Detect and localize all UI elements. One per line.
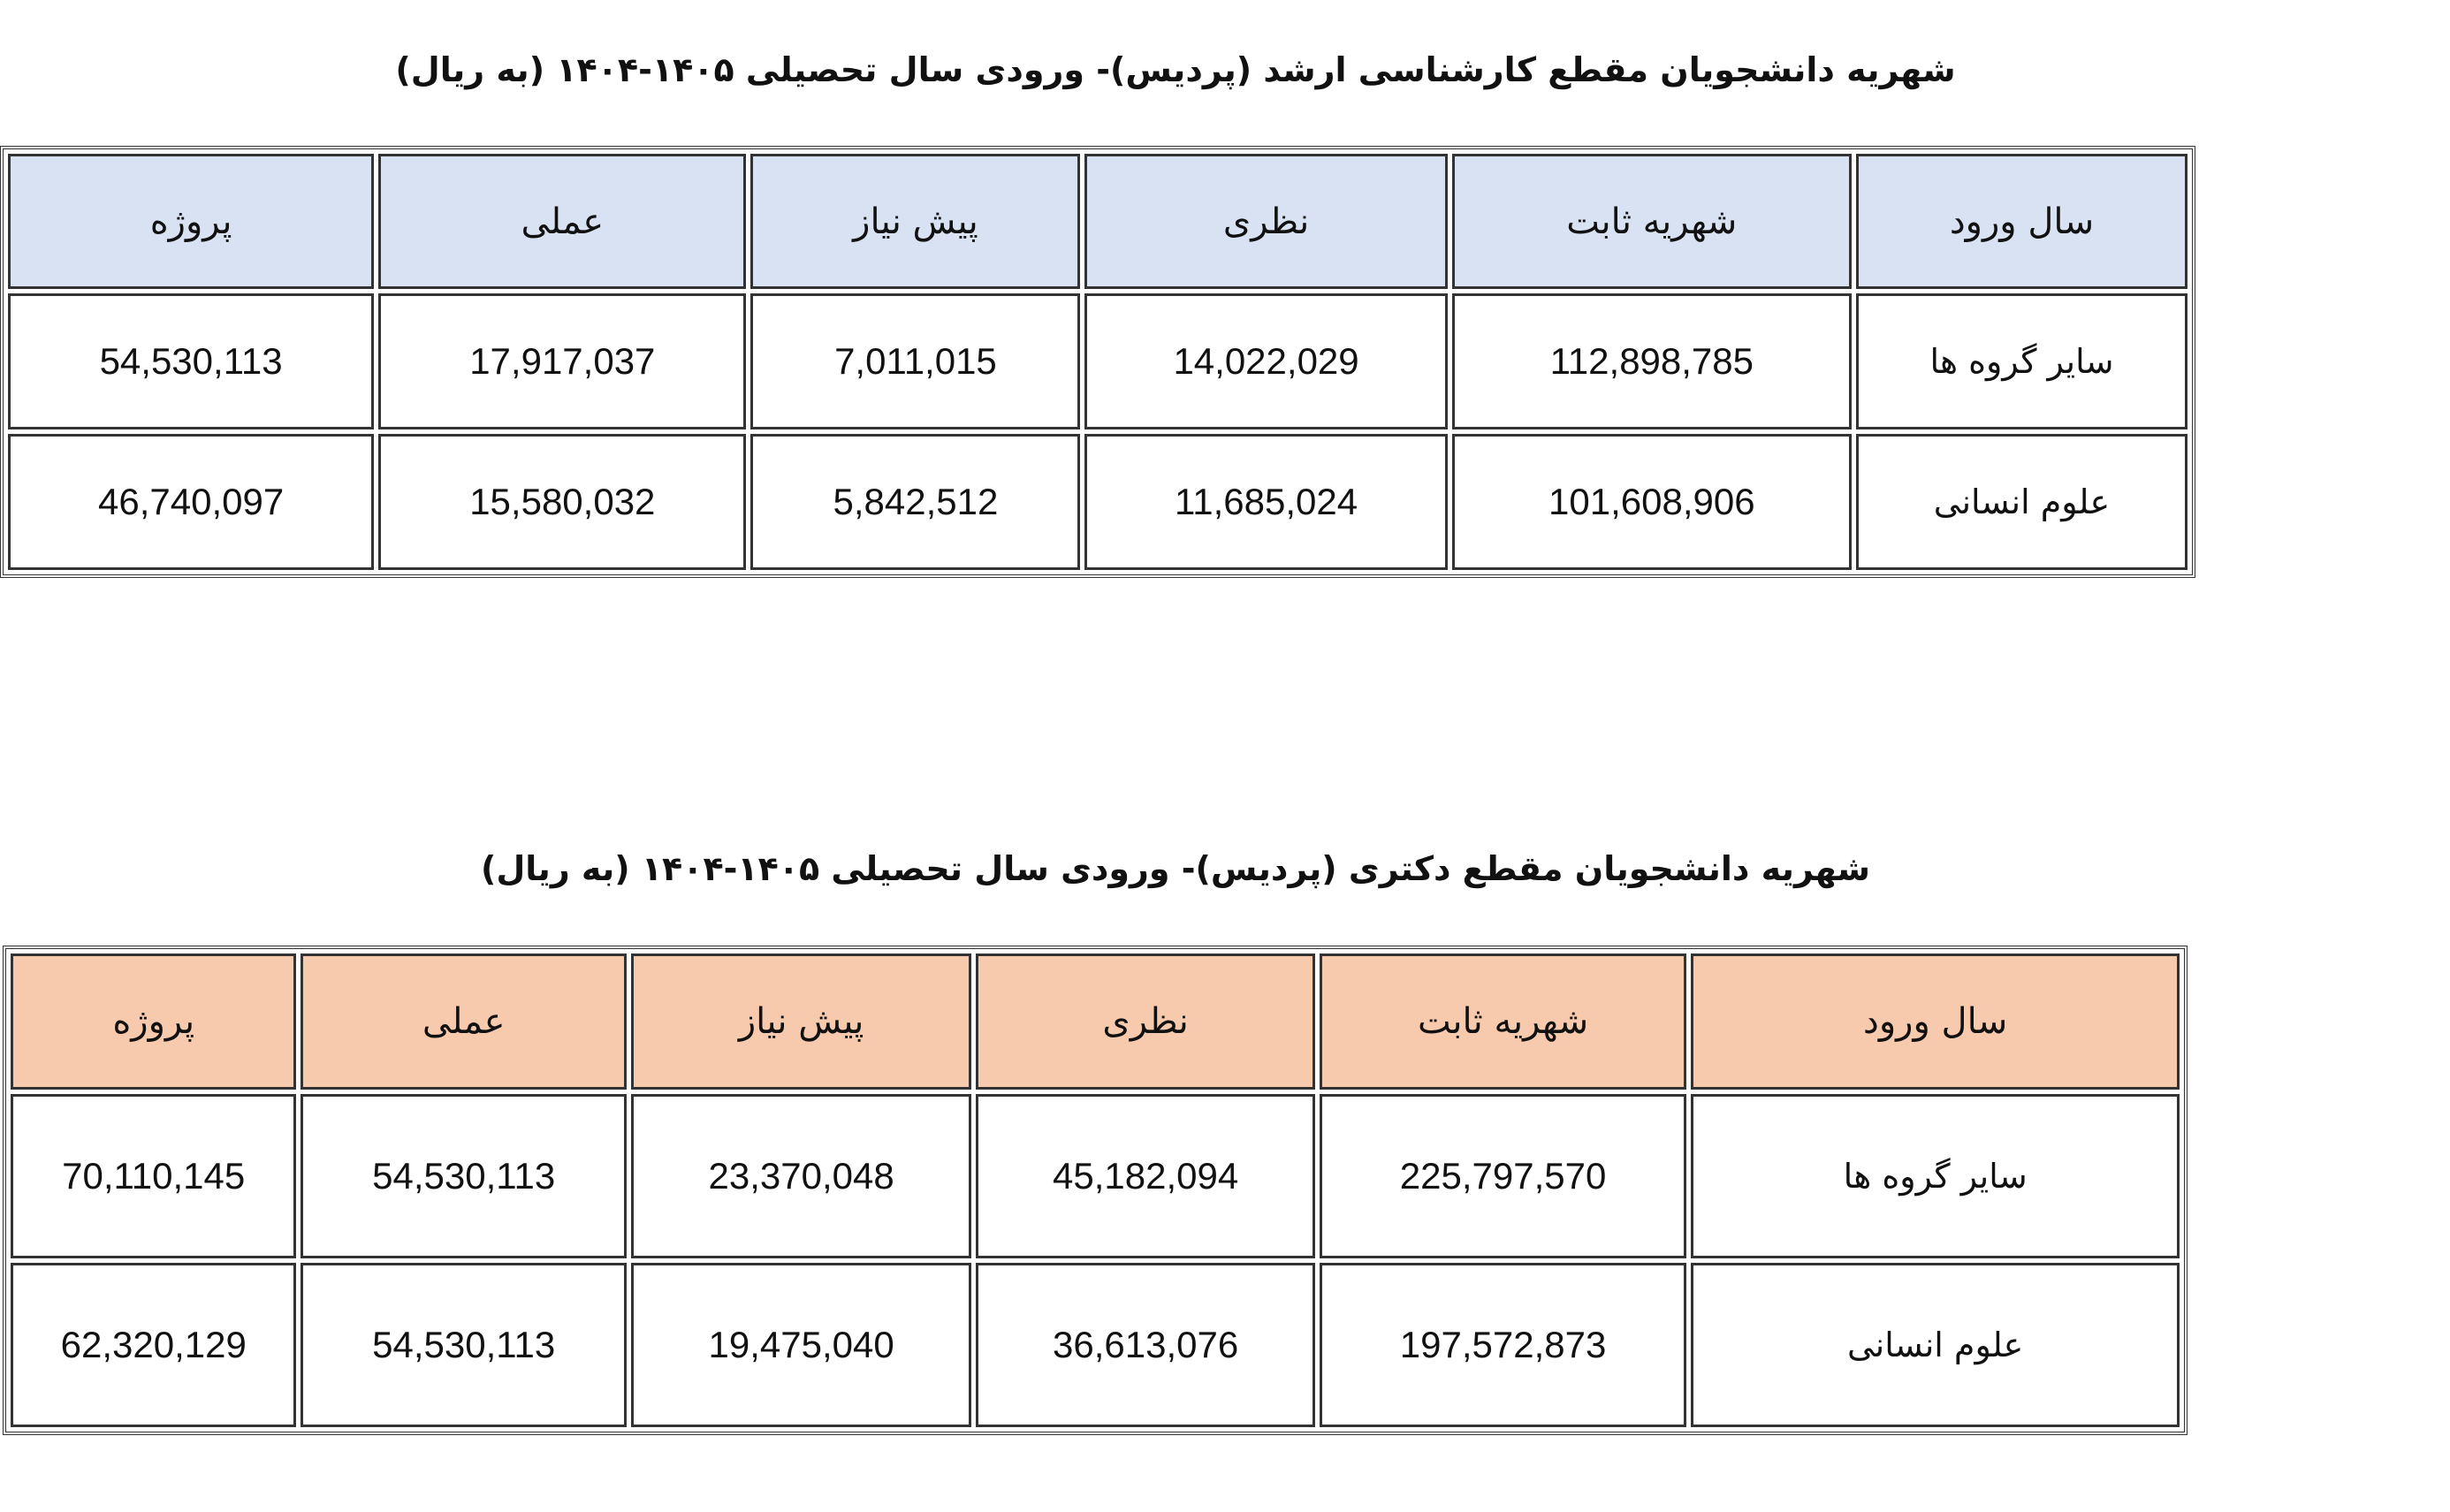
cell-project: 70,110,145 [11,1094,296,1258]
cell-practical: 15,580,032 [378,434,746,570]
header-fixed-tuition: شهریه ثابت [1320,954,1687,1090]
row-label: علوم انسانی [1691,1263,2180,1427]
header-project: پروژه [8,154,374,289]
row-label: علوم انسانی [1856,434,2188,570]
table-row [8,434,2188,570]
table-row [11,1094,2180,1258]
header-theoretical: نظری [1084,154,1447,289]
row-label: سایر گروه ها [1691,1094,2180,1258]
cell-theoretical: 14,022,029 [1084,293,1447,429]
header-practical: عملی [378,154,746,289]
header-project: پروژه [11,954,296,1090]
table-row [8,293,2188,429]
cell-theoretical: 11,685,024 [1084,434,1447,570]
row-label: سایر گروه ها [1856,293,2188,429]
phd-table-title: شهریه دانشجویان مقطع دکتری (پردیس)- ورودی سال تحصیلی ۱۴۰۵-۱۴۰۴ (به ریال) [480,849,1871,888]
cell-fixed-tuition: 197,572,873 [1320,1263,1687,1427]
cell-fixed-tuition: 225,797,570 [1320,1094,1687,1258]
table-row [11,1263,2180,1427]
cell-practical: 54,530,113 [301,1263,626,1427]
cell-practical: 54,530,113 [301,1094,626,1258]
cell-prerequisite: 23,370,048 [631,1094,971,1258]
table-header-row [11,954,2180,1090]
cell-prerequisite: 19,475,040 [631,1263,971,1427]
header-entry-year: سال ورود [1856,154,2188,289]
header-theoretical: نظری [976,954,1314,1090]
cell-prerequisite: 7,011,015 [750,293,1080,429]
cell-fixed-tuition: 101,608,906 [1452,434,1852,570]
cell-theoretical: 45,182,094 [976,1094,1314,1258]
header-entry-year: سال ورود [1691,954,2180,1090]
cell-project: 46,740,097 [8,434,374,570]
cell-fixed-tuition: 112,898,785 [1452,293,1852,429]
header-fixed-tuition: شهریه ثابت [1452,154,1852,289]
cell-project: 54,530,113 [8,293,374,429]
cell-prerequisite: 5,842,512 [750,434,1080,570]
header-prerequisite: پیش نیاز [750,154,1080,289]
table-header-row [8,154,2188,289]
cell-theoretical: 36,613,076 [976,1263,1314,1427]
phd-tuition-table [3,946,2188,1435]
header-prerequisite: پیش نیاز [631,954,971,1090]
cell-practical: 17,917,037 [378,293,746,429]
cell-project: 62,320,129 [11,1263,296,1427]
header-practical: عملی [301,954,626,1090]
masters-table-title: شهریه دانشجویان مقطع کارشناسی ارشد (پردیس)- ورودی سال تحصیلی ۱۴۰۵-۱۴۰۴ (به ریال) [395,50,1956,89]
masters-tuition-table [0,146,2195,578]
